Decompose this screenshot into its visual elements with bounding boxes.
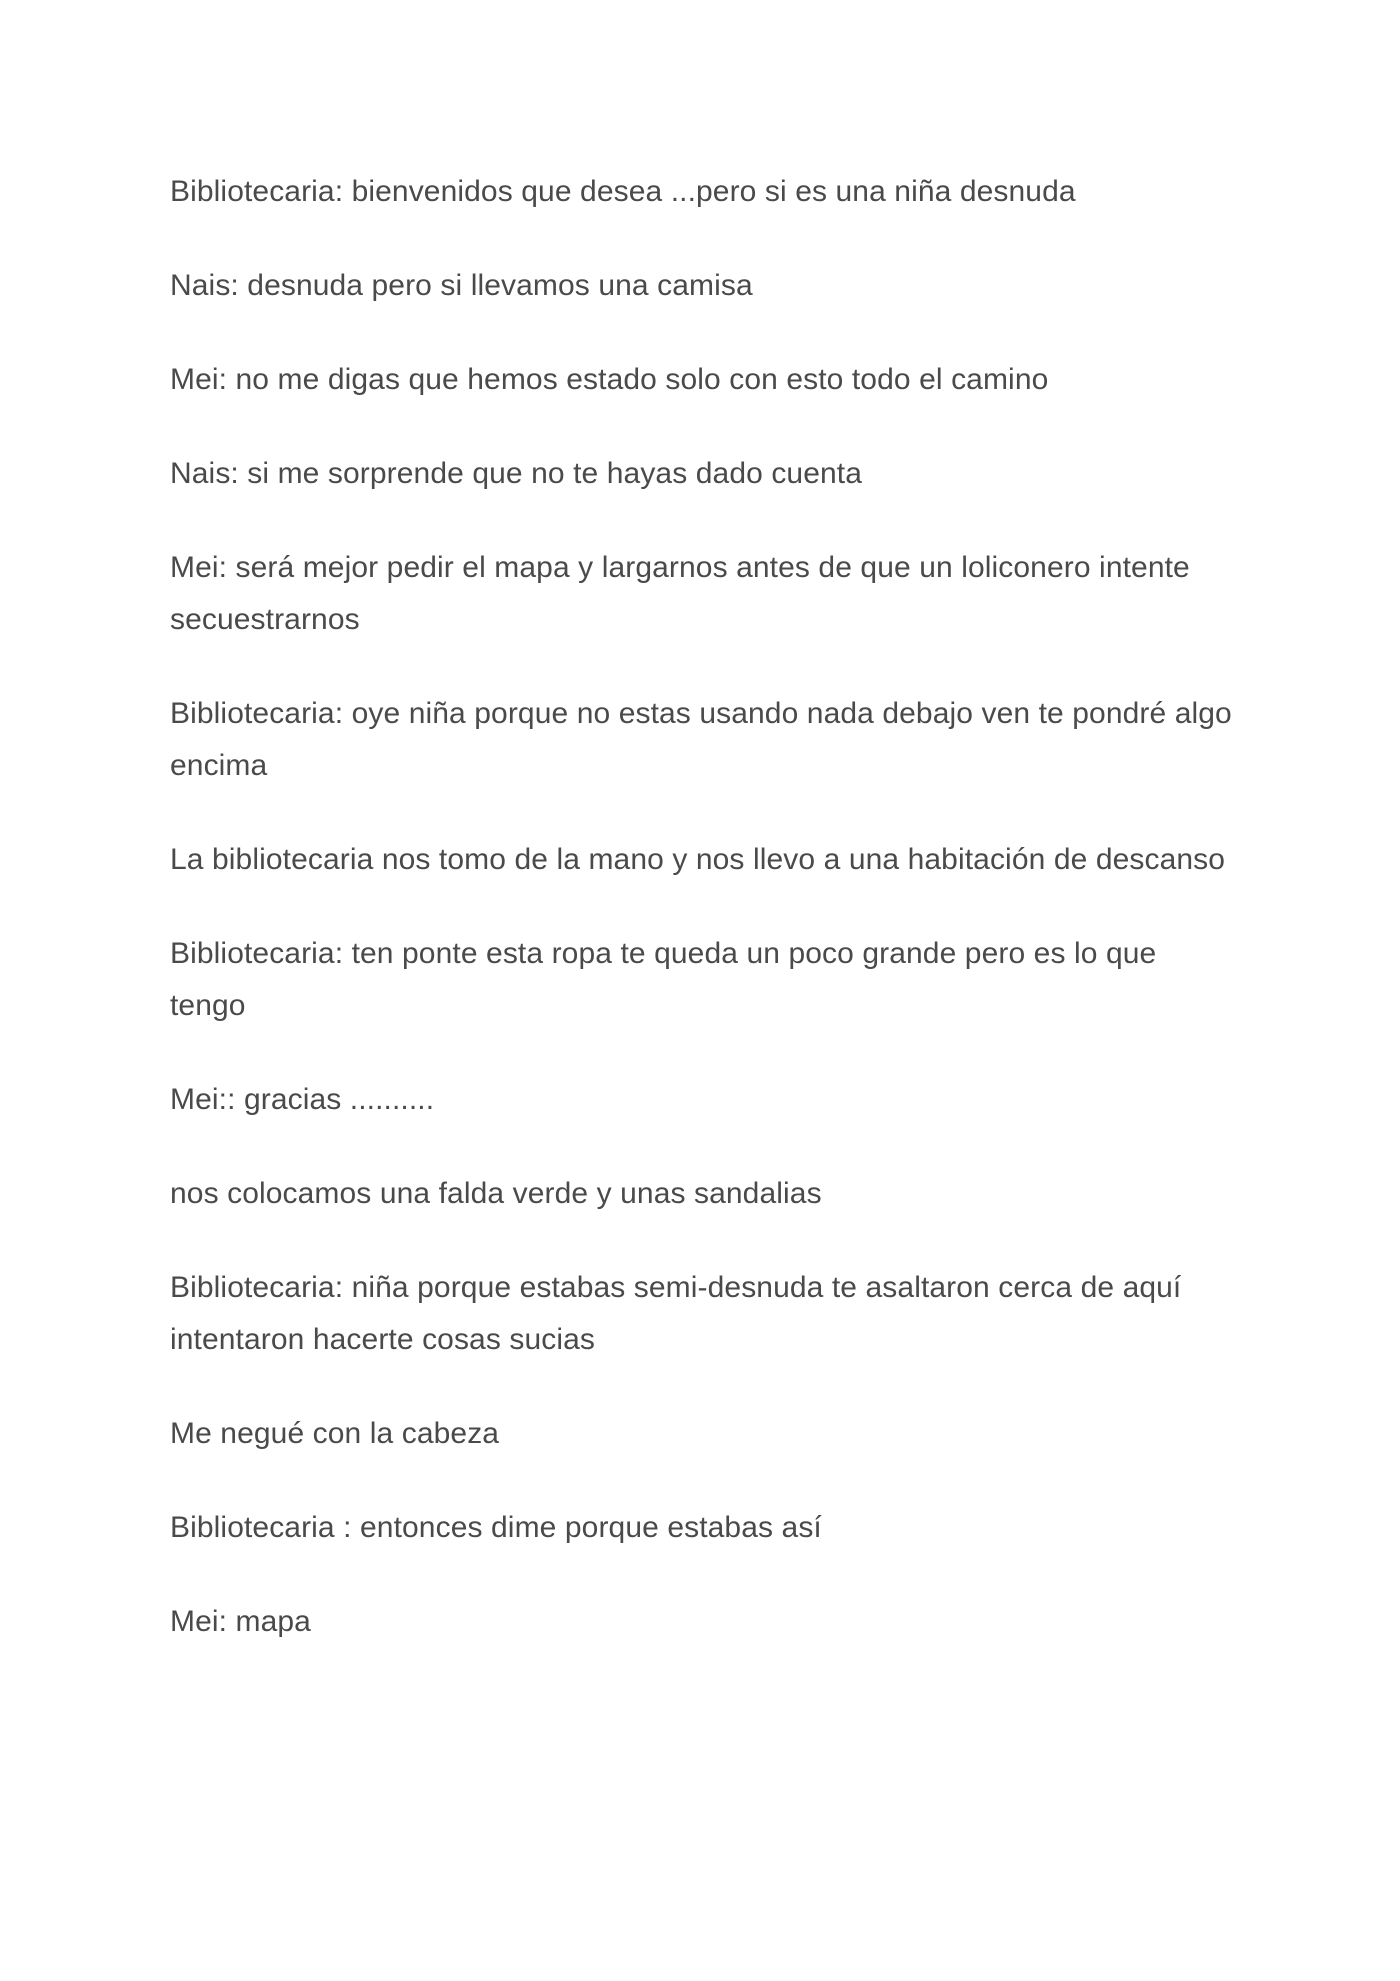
- paragraph-11: Bibliotecaria: niña porque estabas semi-desnuda te asaltaron cerca de aquí intentaron hacerte cosas sucias: [170, 1271, 1182, 1356]
- document-body: [170, 166, 1240, 1690]
- paragraph-5: Mei: será mejor pedir el mapa y largarnos antes de que un loliconero intente secuestrarnos: [170, 551, 1190, 636]
- paragraph-6: Bibliotecaria: oye niña porque no estas usando nada debajo ven te pondré algo encima: [170, 697, 1232, 782]
- paragraph-2: Nais: desnuda pero si llevamos una camisa: [170, 269, 753, 302]
- paragraph-8: Bibliotecaria: ten ponte esta ropa te queda un poco grande pero es lo que tengo: [170, 937, 1157, 1022]
- paragraph-9: Mei:: gracias ..........: [170, 1083, 435, 1116]
- paragraph-1: Bibliotecaria: bienvenidos que desea ...pero si es una niña desnuda: [170, 175, 1076, 208]
- paragraph-13: Bibliotecaria : entonces dime porque estabas así: [170, 1511, 822, 1544]
- paragraph-12: Me negué con la cabeza: [170, 1417, 500, 1450]
- paragraph-3: Mei: no me digas que hemos estado solo con esto todo el camino: [170, 363, 1049, 396]
- paragraph-7: La bibliotecaria nos tomo de la mano y nos llevo a una habitación de descanso: [170, 843, 1226, 876]
- paragraph-10: nos colocamos una falda verde y unas sandalias: [170, 1177, 822, 1210]
- paragraph-14: Mei: mapa: [170, 1605, 311, 1638]
- paragraph-4: Nais: si me sorprende que no te hayas dado cuenta: [170, 457, 862, 490]
